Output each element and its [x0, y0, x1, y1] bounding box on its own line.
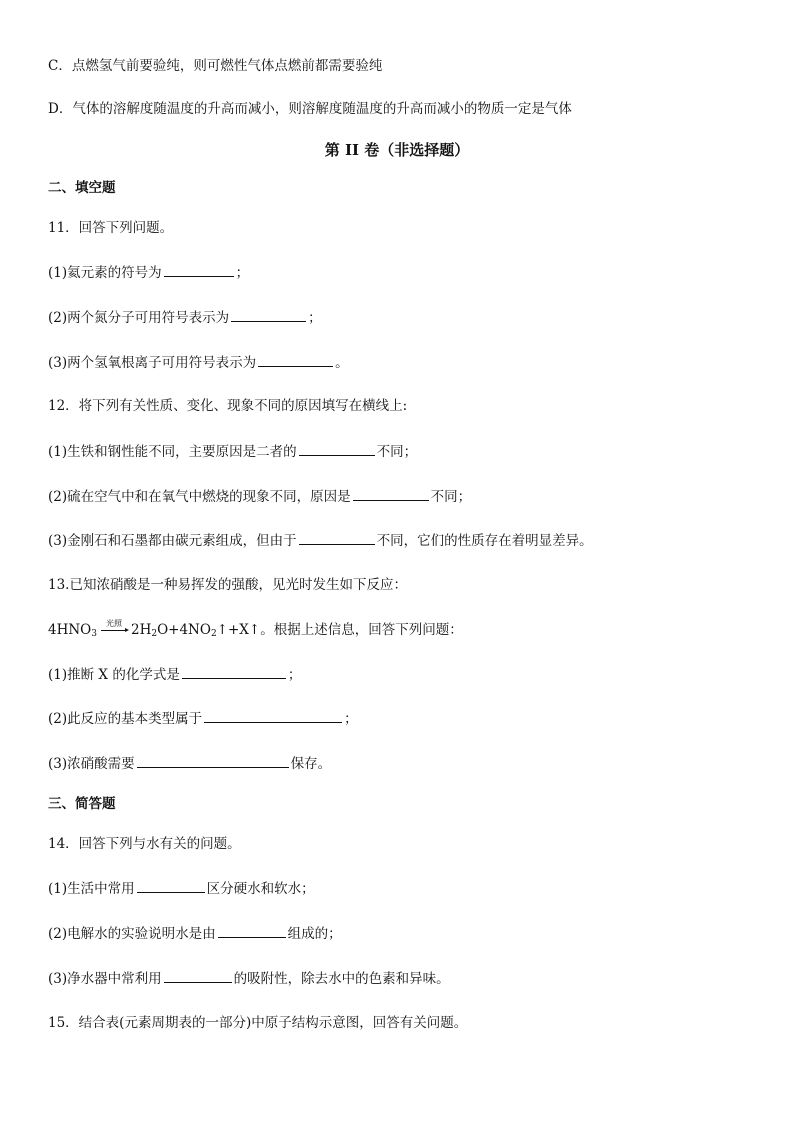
answer-blank[interactable]: [353, 486, 429, 501]
answer-blank[interactable]: [137, 878, 205, 893]
question-12-part-2: (2)硫在空气中和在氧气中燃烧的现象不同，原因是 不同；: [48, 486, 471, 507]
part-title: 第 II 卷（非选择题）: [324, 141, 470, 159]
answer-blank[interactable]: [218, 923, 286, 938]
answer-blank[interactable]: [231, 307, 306, 322]
option-c: C．点燃氢气前要验纯，则可燃性气体点燃前都需要验纯: [48, 58, 383, 74]
question-13-part-1: (1)推断 X 的化学式是 ；: [48, 664, 301, 685]
question-11-part-2: (2)两个氮分子可用符号表示为 ；: [48, 307, 322, 328]
question-14-part-3: (3)净水器中常利用 的吸附性，除去水中的色素和异味。: [48, 968, 450, 989]
question-14-part-2: (2)电解水的实验说明水是由 组成的；: [48, 923, 342, 944]
answer-blank[interactable]: [258, 352, 333, 367]
question-13-part-2: (2)此反应的基本类型属于 ；: [48, 708, 358, 729]
reaction-equation: $4HNO_3$ 光照 $2H_2O+4NO_2↑+X↑$。根据上述信息，回答下列问题：: [48, 619, 463, 639]
answer-blank[interactable]: [204, 708, 342, 723]
question-13-part-3: (3)浓硝酸需要 保存。: [48, 753, 331, 774]
question-12-part-1: (1)生铁和钢性能不同，主要原因是二者的 不同；: [48, 441, 417, 462]
question-13-stem: 13.已知浓硝酸是一种易挥发的强酸，见光时发生如下反应：: [48, 577, 407, 593]
question-14-stem: 14．回答下列与水有关的问题。: [48, 836, 241, 852]
question-11-part-1: (1)氦元素的符号为 ；: [48, 262, 249, 283]
answer-blank[interactable]: [164, 262, 234, 277]
section-heading-fill-in: 二、填空题: [48, 180, 116, 196]
question-11-stem: 11．回答下列问题。: [48, 220, 174, 236]
reaction-condition-arrow: 光照: [99, 619, 129, 637]
option-d: D．气体的溶解度随温度的升高而减小，则溶解度随温度的升高而减小的物质一定是气体: [48, 101, 572, 117]
answer-blank[interactable]: [137, 753, 289, 768]
answer-blank[interactable]: [164, 968, 232, 983]
question-12-part-3: (3)金刚石和石墨都由碳元素组成，但由于 不同，它们的性质存在着明显差异。: [48, 530, 593, 551]
question-12-stem: 12．将下列有关性质、变化、现象不同的原因填写在横线上:: [48, 398, 408, 414]
question-14-part-1: (1)生活中常用 区分硬水和软水；: [48, 878, 315, 899]
question-11-part-3: (3)两个氢氧根离子可用符号表示为 。: [48, 352, 349, 373]
question-15-stem: 15．结合表(元素周期表的一部分)中原子结构示意图，回答有关问题。: [48, 1015, 468, 1031]
section-heading-short-answer: 三、简答题: [48, 796, 116, 812]
answer-blank[interactable]: [182, 664, 286, 679]
answer-blank[interactable]: [299, 441, 375, 456]
answer-blank[interactable]: [299, 530, 375, 545]
